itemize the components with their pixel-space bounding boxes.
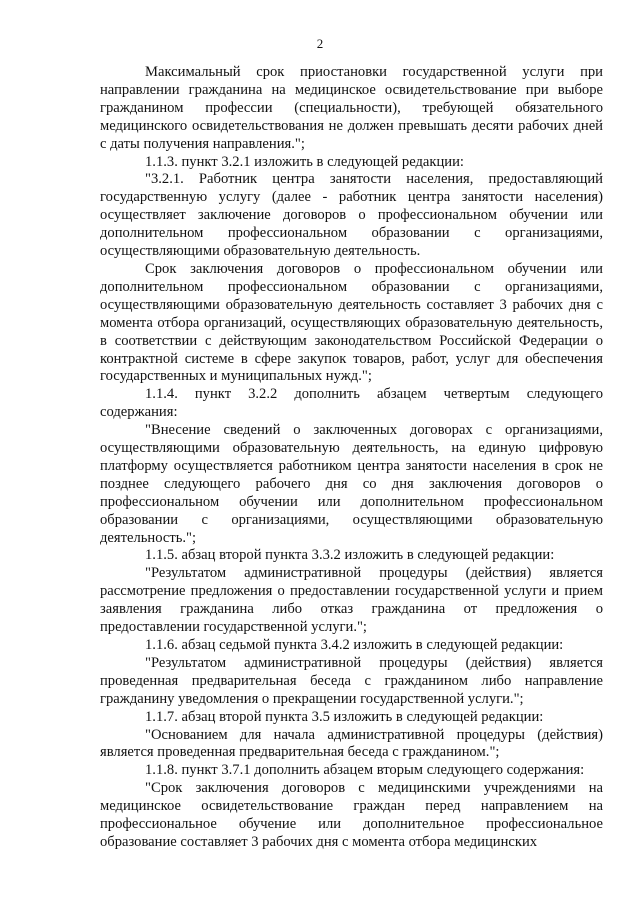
paragraph: 1.1.6. абзац седьмой пункта 3.4.2 изложить в следующей редакции: (145, 637, 564, 653)
paragraph: 1.1.7. абзац второй пункта 3.5 изложить в следующей редакции: (145, 708, 544, 725)
paragraph: 1.1.4. пункт 3.2.2 дополнить абзацем четвертым следующего содержания: (100, 386, 603, 421)
paragraph: 1.1.3. пункт 3.2.1 изложить в следующей редакции: (145, 153, 464, 170)
paragraph: "Срок заключения договоров с медицинскими учреждениями на медицинское освидетельствование граждан перед направлением на профессиональное обучение или дополнительное профессиональное образование составляет 3 рабочих дня с момента отбора медицинских (100, 780, 603, 850)
paragraph: "Результатом административной процедуры (действия) является рассмотрение предложения о предоставлении государственной услуги и прием заявления гражданина либо отказ гражданина от предложения о предоставлении государственной услуги."; (100, 565, 603, 636)
paragraph: Максимальный срок приостановки государственной услуги при направлении гражданина на медицинское освидетельствование при выборе гражданином профессии (специальности), требующей обязательного медицинского освидетельствования не должен превышать десяти рабочих дней с даты получения направления."; (100, 64, 603, 152)
paragraph: "Основанием для начала административной процедуры (действия) является проведенная предварительная беседа с гражданином."; (100, 726, 603, 761)
page-number: 2 (316, 36, 324, 51)
paragraph: "3.2.1. Работник центра занятости населения, предоставляющий государственную услугу (далее - работник центра занятости населения) осуществляет заключение договоров о профессиональном обучении или дополнительном профессиональном образовании с организациями, осуществляющими образовательную деятельность. (100, 171, 603, 260)
paragraph: "Внесение сведений о заключенных договорах с организациями, осуществляющими образовательную деятельность, на единую цифровую платформу осуществляется работником центра занятости населения в срок не позднее следующего рабочего дня со дня заключения договоров о профессиональном обучении или дополнительном профессиональном образовании с организациями, осуществляющими образовательную деятельность."; (100, 422, 603, 546)
paragraph: "Результатом административной процедуры (действия) является проведенная предварительная беседа с гражданином либо направление гражданину уведомления о прекращении государственной услуги."; (100, 654, 603, 707)
paragraph: 1.1.8. пункт 3.7.1 дополнить абзацем вторым следующего содержания: (145, 762, 585, 779)
paragraph: 1.1.5. абзац второй пункта 3.3.2 изложить в следующей редакции: (145, 547, 555, 564)
paragraph: Срок заключения договоров о профессиональном обучении или дополнительном профессиональном образовании с организациями, осуществляющими образовательную деятельность составляет 3 рабочих дня с момента отбора организаций, осуществляющих образовательную деятельность, в соответствии с действующим законодательством Российской Федерации о контрактной системе в сфере закупок товаров, работ, услуг для обеспечения государственных и муниципальных нужд."; (100, 260, 603, 385)
document-body (100, 64, 603, 852)
